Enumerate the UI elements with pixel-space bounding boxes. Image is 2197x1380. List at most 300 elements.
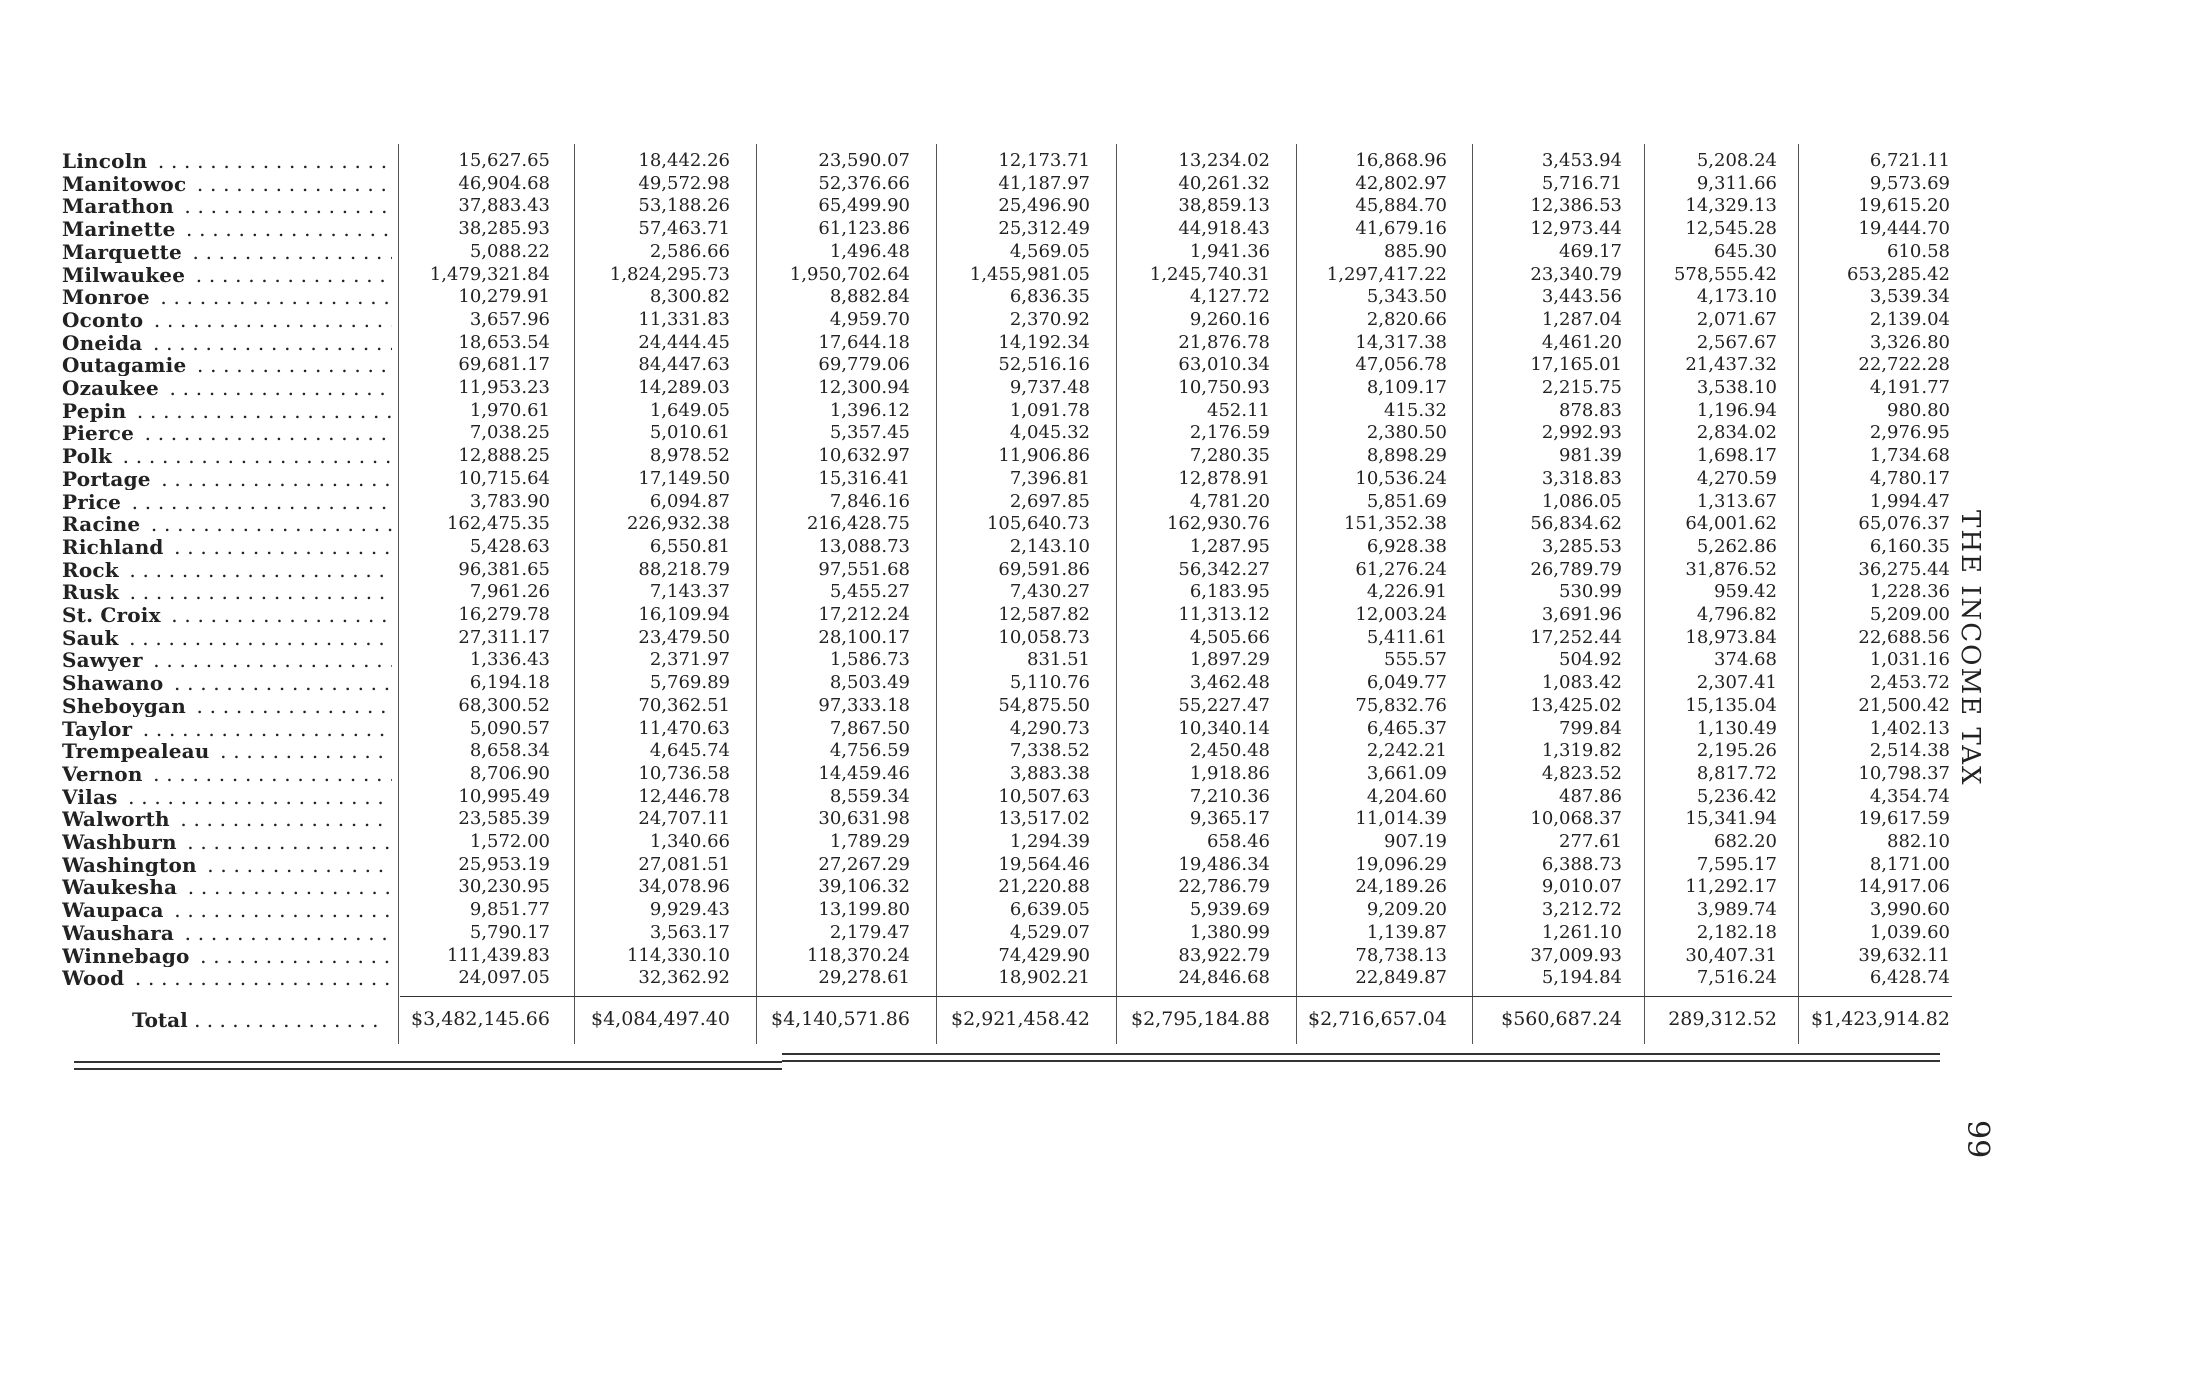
county-label: Rock	[62, 559, 123, 581]
table-row	[62, 173, 1952, 195]
value-cell: 97,333.18	[818, 694, 910, 716]
value-cell: 682.20	[1714, 831, 1777, 852]
county-label: Manitowoc	[62, 173, 190, 195]
table-row	[62, 581, 1952, 603]
value-cell: 9,260.16	[1189, 308, 1270, 330]
county-name	[62, 831, 392, 853]
value-cell: 49,572.98	[638, 172, 730, 194]
value-cell: 21,500.42	[1858, 694, 1950, 716]
value-cell: 19,444.70	[1858, 218, 1950, 240]
county-name	[62, 286, 392, 308]
total-cell: $4,084,497.40	[590, 1007, 730, 1030]
value-cell: 4,780.17	[1869, 467, 1950, 489]
value-cell: 12,973.44	[1530, 218, 1622, 240]
county-name	[62, 786, 392, 808]
value-cell: 504.92	[1559, 649, 1622, 671]
value-cell: 6,049.77	[1366, 672, 1447, 694]
county-name	[62, 150, 392, 172]
value-cell: 1,572.00	[469, 831, 550, 852]
value-cell: 3,326.80	[1869, 331, 1950, 353]
value-cell: 7,595.17	[1696, 853, 1777, 875]
table-row	[62, 808, 1952, 830]
value-cell: 10,736.58	[638, 762, 730, 784]
county-label: Washburn	[62, 831, 181, 853]
value-cell: 38,859.13	[1178, 195, 1270, 217]
value-cell: 41,187.97	[998, 172, 1090, 194]
county-name	[62, 264, 392, 286]
value-cell: 162,930.76	[1166, 513, 1270, 535]
value-cell: 68,300.52	[458, 694, 550, 716]
value-cell: 6,928.38	[1366, 535, 1447, 557]
value-cell: 374.68	[1714, 649, 1777, 671]
bottom-rule	[782, 1053, 1940, 1055]
county-label: Price	[62, 491, 125, 513]
table-row	[62, 559, 1952, 581]
value-cell: 658.46	[1207, 831, 1270, 852]
table-row	[62, 854, 1952, 876]
value-cell: 4,173.10	[1696, 286, 1777, 308]
value-cell: 15,341.94	[1685, 808, 1777, 830]
value-cell: 74,429.90	[998, 944, 1090, 966]
value-cell: 885.90	[1384, 240, 1447, 262]
value-cell: 27,267.29	[818, 853, 910, 875]
value-cell: 3,691.96	[1541, 604, 1622, 625]
value-cell: 1,586.73	[829, 649, 910, 671]
value-cell: 415.32	[1384, 399, 1447, 421]
value-cell: 45,884.70	[1355, 195, 1447, 217]
value-cell: 83,922.79	[1178, 944, 1270, 966]
county-name	[62, 945, 392, 967]
value-cell: 17,252.44	[1530, 626, 1622, 648]
value-cell: 5,110.76	[1009, 672, 1090, 694]
value-cell: 981.39	[1559, 445, 1622, 467]
county-name	[62, 695, 392, 717]
value-cell: 53,188.26	[638, 195, 730, 217]
total-cell: $1,423,914.82	[1810, 1007, 1950, 1030]
total-cell: 289,312.52	[1668, 1007, 1777, 1030]
value-cell: 1,941.36	[1189, 240, 1270, 262]
value-cell: 1,455,981.05	[969, 263, 1090, 285]
value-cell: 19,096.29	[1355, 853, 1447, 875]
county-name	[62, 854, 392, 876]
value-cell: 8,706.90	[469, 762, 550, 784]
value-cell: 7,338.52	[1009, 740, 1090, 762]
value-cell: 52,376.66	[818, 172, 910, 194]
county-label: Trempealeau	[62, 740, 214, 762]
table-row	[62, 264, 1952, 286]
value-cell: 88,218.79	[638, 558, 730, 580]
county-name	[62, 922, 392, 944]
value-cell: 84,447.63	[638, 354, 730, 376]
value-cell: 5,209.00	[1869, 604, 1950, 625]
value-cell: 11,953.23	[458, 377, 550, 398]
value-cell: 2,215.75	[1541, 377, 1622, 398]
value-cell: 12,888.25	[458, 445, 550, 467]
value-cell: 7,396.81	[1009, 467, 1090, 489]
value-cell: 3,990.60	[1869, 899, 1950, 921]
value-cell: 12,878.91	[1178, 467, 1270, 489]
value-cell: 13,425.02	[1530, 694, 1622, 716]
county-name	[62, 513, 392, 535]
value-cell: 16,109.94	[638, 604, 730, 625]
value-cell: 15,135.04	[1685, 694, 1777, 716]
value-cell: 23,590.07	[818, 150, 910, 171]
value-cell: 5,236.42	[1696, 785, 1777, 807]
value-cell: 1,091.78	[1009, 399, 1090, 421]
value-cell: 6,721.11	[1869, 150, 1950, 171]
column-divider	[756, 144, 757, 1044]
value-cell: 15,627.65	[458, 150, 550, 171]
bottom-rule	[74, 1068, 782, 1070]
value-cell: 17,149.50	[638, 467, 730, 489]
value-cell: 7,038.25	[469, 422, 550, 444]
value-cell: 10,058.73	[998, 626, 1090, 648]
value-cell: 118,370.24	[806, 944, 910, 966]
value-cell: 63,010.34	[1178, 354, 1270, 376]
value-cell: 32,362.92	[638, 967, 730, 989]
county-label: Polk	[62, 445, 116, 467]
value-cell: 23,585.39	[458, 808, 550, 830]
value-cell: 5,411.61	[1366, 626, 1447, 648]
table-row	[62, 445, 1952, 467]
value-cell: 4,645.74	[649, 740, 730, 762]
value-cell: 1,039.60	[1869, 921, 1950, 943]
value-cell: 1,789.29	[829, 831, 910, 852]
total-cell: $4,140,571.86	[770, 1007, 910, 1030]
value-cell: 980.80	[1887, 399, 1950, 421]
table-row	[62, 468, 1952, 490]
value-cell: 878.83	[1559, 399, 1622, 421]
value-cell: 1,031.16	[1869, 649, 1950, 671]
table-row	[62, 649, 1952, 671]
column-divider	[1296, 144, 1297, 1044]
value-cell: 18,442.26	[638, 150, 730, 171]
value-cell: 555.57	[1384, 649, 1447, 671]
value-cell: 3,453.94	[1541, 150, 1622, 171]
value-cell: 10,632.97	[818, 445, 910, 467]
table-row	[62, 922, 1952, 944]
value-cell: 38,285.93	[458, 218, 550, 240]
county-name	[62, 332, 392, 354]
county-label: Pepin	[62, 400, 130, 422]
county-label: Lincoln	[62, 150, 151, 172]
value-cell: 2,176.59	[1189, 422, 1270, 444]
county-name	[62, 718, 392, 740]
value-cell: 22,849.87	[1355, 967, 1447, 989]
value-cell: 2,195.26	[1696, 740, 1777, 762]
value-cell: 4,461.20	[1541, 331, 1622, 353]
county-name	[62, 627, 392, 649]
value-cell: 31,876.52	[1685, 558, 1777, 580]
value-cell: 44,918.43	[1178, 218, 1270, 240]
value-cell: 6,639.05	[1009, 899, 1090, 921]
table-row	[62, 195, 1952, 217]
county-name	[62, 672, 392, 694]
value-cell: 3,783.90	[469, 490, 550, 512]
value-cell: 14,459.46	[818, 762, 910, 784]
value-cell: 5,208.24	[1696, 150, 1777, 171]
value-cell: 7,143.37	[649, 581, 730, 603]
value-cell: 24,444.45	[638, 331, 730, 353]
value-cell: 8,559.34	[829, 785, 910, 807]
value-cell: 11,313.12	[1178, 604, 1270, 625]
value-cell: 5,716.71	[1541, 172, 1622, 194]
county-label: Wood	[62, 967, 128, 989]
value-cell: 14,329.13	[1685, 195, 1777, 217]
value-cell: 25,312.49	[998, 218, 1090, 240]
table-row	[62, 899, 1952, 921]
value-cell: 1,130.49	[1696, 717, 1777, 739]
table-row	[62, 831, 1952, 853]
value-cell: 226,932.38	[626, 513, 730, 535]
value-cell: 2,820.66	[1366, 308, 1447, 330]
value-cell: 2,370.92	[1009, 308, 1090, 330]
value-cell: 56,342.27	[1178, 558, 1270, 580]
value-cell: 18,973.84	[1685, 626, 1777, 648]
value-cell: 1,897.29	[1189, 649, 1270, 671]
bottom-rule	[782, 1060, 1940, 1062]
value-cell: 70,362.51	[638, 694, 730, 716]
value-cell: 2,450.48	[1189, 740, 1270, 762]
value-cell: 12,173.71	[998, 150, 1090, 171]
column-divider	[1644, 144, 1645, 1044]
value-cell: 22,722.28	[1858, 354, 1950, 376]
value-cell: 40,261.32	[1178, 172, 1270, 194]
value-cell: 8,503.49	[829, 672, 910, 694]
value-cell: 114,330.10	[626, 944, 730, 966]
value-cell: 530.99	[1559, 581, 1622, 603]
table-row	[62, 604, 1952, 626]
page-number: 99	[1960, 1120, 1995, 1159]
county-name	[62, 559, 392, 581]
county-label: Portage	[62, 468, 155, 490]
county-label: Sheboygan	[62, 695, 190, 717]
value-cell: 18,653.54	[458, 331, 550, 353]
value-cell: 2,242.21	[1366, 740, 1447, 762]
county-label: Washington	[62, 854, 201, 876]
county-label: Racine	[62, 513, 144, 535]
county-label: Vilas	[62, 786, 122, 808]
value-cell: 4,045.32	[1009, 422, 1090, 444]
value-cell: 8,171.00	[1869, 853, 1950, 875]
value-cell: 6,836.35	[1009, 286, 1090, 308]
value-cell: 1,994.47	[1869, 490, 1950, 512]
county-label: Milwaukee	[62, 264, 189, 286]
value-cell: 6,183.95	[1189, 581, 1270, 603]
county-label: Pierce	[62, 422, 138, 444]
value-cell: 1,698.17	[1696, 445, 1777, 467]
county-label: Vernon	[62, 763, 147, 785]
value-cell: 54,875.50	[998, 694, 1090, 716]
county-name	[62, 899, 392, 921]
value-cell: 1,649.05	[649, 399, 730, 421]
value-cell: 9,929.43	[649, 899, 730, 921]
value-cell: 29,278.61	[818, 967, 910, 989]
table-row	[62, 763, 1952, 785]
value-cell: 2,071.67	[1696, 308, 1777, 330]
value-cell: 653,285.42	[1846, 263, 1950, 285]
value-cell: 4,959.70	[829, 308, 910, 330]
county-label: Monroe	[62, 286, 154, 308]
value-cell: 9,365.17	[1189, 808, 1270, 830]
value-cell: 2,567.67	[1696, 331, 1777, 353]
county-label: Marinette	[62, 218, 180, 240]
value-cell: 1,297,417.22	[1326, 263, 1447, 285]
value-cell: 2,834.02	[1696, 422, 1777, 444]
value-cell: 5,790.17	[469, 921, 550, 943]
county-label: Sawyer	[62, 649, 147, 671]
value-cell: 5,088.22	[469, 240, 550, 262]
value-cell: 5,939.69	[1189, 899, 1270, 921]
county-name	[62, 581, 392, 603]
value-cell: 1,139.87	[1366, 921, 1447, 943]
county-name	[62, 536, 392, 558]
value-cell: 5,194.84	[1541, 967, 1622, 989]
bottom-rule	[74, 1061, 782, 1063]
table-row	[62, 876, 1952, 898]
county-name	[62, 808, 392, 830]
value-cell: 3,657.96	[469, 308, 550, 330]
value-cell: 11,292.17	[1685, 876, 1777, 898]
value-cell: 12,446.78	[638, 785, 730, 807]
value-cell: 6,094.87	[649, 490, 730, 512]
value-cell: 216,428.75	[806, 513, 910, 535]
value-cell: 46,904.68	[458, 172, 550, 194]
value-cell: 10,715.64	[458, 467, 550, 489]
value-cell: 2,976.95	[1869, 422, 1950, 444]
value-cell: 4,569.05	[1009, 240, 1090, 262]
county-label: Marquette	[62, 241, 186, 263]
table-row	[62, 513, 1952, 535]
value-cell: 578,555.42	[1673, 263, 1777, 285]
county-label: Outagamie	[62, 354, 190, 376]
value-cell: 5,357.45	[829, 422, 910, 444]
county-label: Waukesha	[62, 876, 181, 898]
value-cell: 907.19	[1384, 831, 1447, 852]
value-cell: 831.51	[1027, 649, 1090, 671]
value-cell: 1,336.43	[469, 649, 550, 671]
value-cell: 4,127.72	[1189, 286, 1270, 308]
county-label: Winnebago	[62, 945, 194, 967]
value-cell: 1,313.67	[1696, 490, 1777, 512]
value-cell: 7,846.16	[829, 490, 910, 512]
value-cell: 3,989.74	[1696, 899, 1777, 921]
value-cell: 1,228.36	[1869, 581, 1950, 603]
value-cell: 23,479.50	[638, 626, 730, 648]
column-divider	[936, 144, 937, 1044]
value-cell: 22,688.56	[1858, 626, 1950, 648]
value-cell: 2,586.66	[649, 240, 730, 262]
value-cell: 39,632.11	[1858, 944, 1950, 966]
value-cell: 52,516.16	[998, 354, 1090, 376]
value-cell: 22,786.79	[1178, 876, 1270, 898]
value-cell: 6,465.37	[1366, 717, 1447, 739]
value-cell: 27,081.51	[638, 853, 730, 875]
county-label: Oneida	[62, 332, 146, 354]
value-cell: 36,275.44	[1858, 558, 1950, 580]
value-cell: 28,100.17	[818, 626, 910, 648]
total-cell: $2,716,657.04	[1307, 1007, 1447, 1030]
county-label: Waupaca	[62, 899, 168, 921]
value-cell: 1,083.42	[1541, 672, 1622, 694]
value-cell: 4,226.91	[1366, 581, 1447, 603]
value-cell: 11,014.39	[1355, 808, 1447, 830]
value-cell: 9,209.20	[1366, 899, 1447, 921]
value-cell: 3,539.34	[1869, 286, 1950, 308]
value-cell: 8,978.52	[649, 445, 730, 467]
value-cell: 1,196.94	[1696, 399, 1777, 421]
value-cell: 2,371.97	[649, 649, 730, 671]
value-cell: 9,311.66	[1696, 172, 1777, 194]
table-row	[62, 627, 1952, 649]
value-cell: 4,796.82	[1696, 604, 1777, 625]
value-cell: 47,056.78	[1355, 354, 1447, 376]
value-cell: 3,661.09	[1366, 762, 1447, 784]
value-cell: 30,407.31	[1685, 944, 1777, 966]
value-cell: 24,846.68	[1178, 967, 1270, 989]
value-cell: 4,756.59	[829, 740, 910, 762]
value-cell: 15,316.41	[818, 467, 910, 489]
value-cell: 1,086.05	[1541, 490, 1622, 512]
table-row	[62, 786, 1952, 808]
value-cell: 10,798.37	[1858, 762, 1950, 784]
value-cell: 3,318.83	[1541, 467, 1622, 489]
county-name	[62, 309, 392, 331]
value-cell: 469.17	[1559, 240, 1622, 262]
value-cell: 16,868.96	[1355, 150, 1447, 171]
value-cell: 2,143.10	[1009, 535, 1090, 557]
value-cell: 16,279.78	[458, 604, 550, 625]
county-name	[62, 422, 392, 444]
value-cell: 5,262.86	[1696, 535, 1777, 557]
value-cell: 1,340.66	[649, 831, 730, 852]
value-cell: 5,010.61	[649, 422, 730, 444]
value-cell: 5,428.63	[469, 535, 550, 557]
value-cell: 12,587.82	[998, 604, 1090, 625]
county-name	[62, 740, 392, 762]
value-cell: 30,230.95	[458, 876, 550, 898]
value-cell: 23,340.79	[1530, 263, 1622, 285]
value-cell: 8,658.34	[469, 740, 550, 762]
county-label: Sauk	[62, 627, 123, 649]
value-cell: 24,707.11	[638, 808, 730, 830]
value-cell: 4,505.66	[1189, 626, 1270, 648]
table-row	[62, 218, 1952, 240]
table-row	[62, 967, 1952, 989]
value-cell: 75,832.76	[1355, 694, 1447, 716]
county-label: Waushara	[62, 922, 178, 944]
value-cell: 19,617.59	[1858, 808, 1950, 830]
value-cell: 4,290.73	[1009, 717, 1090, 739]
county-name	[62, 491, 392, 513]
county-name	[62, 173, 392, 195]
value-cell: 27,311.17	[458, 626, 550, 648]
county-name	[62, 377, 392, 399]
total-cell: $3,482,145.66	[410, 1007, 550, 1030]
table-row	[62, 536, 1952, 558]
table-row	[62, 309, 1952, 331]
value-cell: 14,917.06	[1858, 876, 1950, 898]
value-cell: 151,352.38	[1343, 513, 1447, 535]
value-cell: 69,681.17	[458, 354, 550, 376]
value-cell: 37,883.43	[458, 195, 550, 217]
value-cell: 6,388.73	[1541, 853, 1622, 875]
value-cell: 1,287.95	[1189, 535, 1270, 557]
value-cell: 5,851.69	[1366, 490, 1447, 512]
county-name	[62, 354, 392, 376]
value-cell: 13,234.02	[1178, 150, 1270, 171]
value-cell: 96,381.65	[458, 558, 550, 580]
